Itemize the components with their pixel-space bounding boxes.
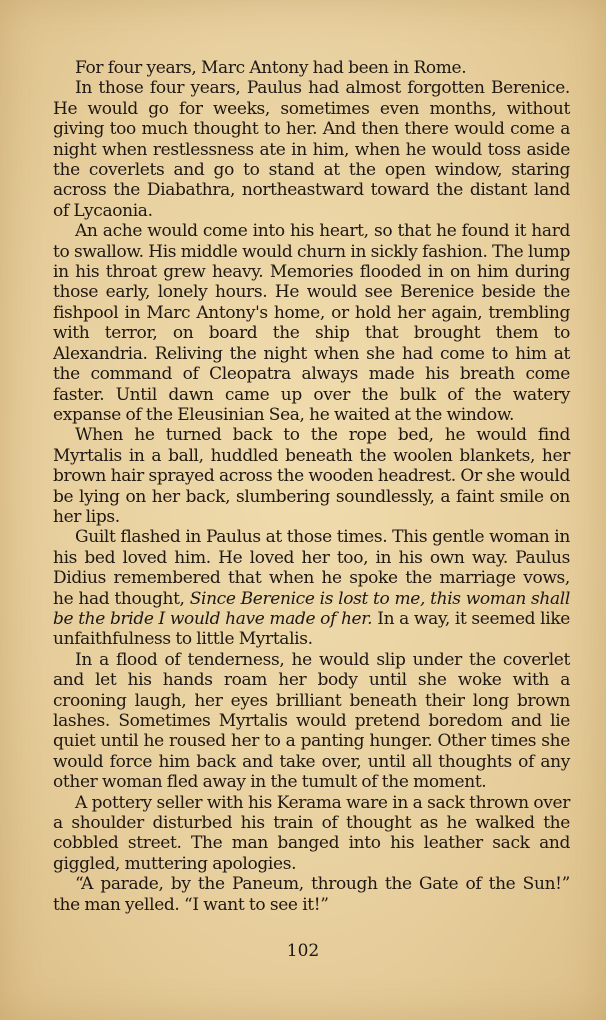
paragraph-2	[53, 78, 570, 221]
paragraph-5	[53, 527, 570, 649]
paragraph-text: In those four years, Paulus had almost forgotten Berenice. He would go for weeks, sometimes even months, without giving too much thought to her. And then there would come a night when restlessness ate in him, when he would toss aside the coverlets and go to stand at the open window, staring across the Diabathra, northeastward toward the distant land of Lycaonia.	[53, 78, 570, 221]
paragraph-1	[53, 58, 570, 78]
paragraph-3	[53, 221, 570, 425]
paragraph-8	[53, 874, 570, 915]
paragraph-7	[53, 793, 570, 875]
paragraph-text: “A parade, by the Paneum, through the Gate of the Sun!” the man yelled. “I want to see it!”	[53, 874, 570, 915]
paragraph-text: For four years, Marc Antony had been in Rome.	[75, 58, 467, 78]
paragraph-6	[53, 650, 570, 793]
paragraph-text: Guilt flashed in Paulus at those times. This gentle woman in his bed loved him. He loved her too, in his own way. Paulus Didius remembered that when he spoke the marriage vows, he had thought,	[53, 527, 570, 609]
body-text	[53, 58, 570, 915]
paragraph-text-after: In a way, it seemed like unfaithfulness to little Myrtalis.	[53, 608, 570, 650]
page-number: 102	[286, 941, 320, 961]
paragraph-text: A pottery seller with his Kerama ware in a sack thrown over a shoulder disturbed his train of thought as he walked the cobbled street. The man banged into his leather sack and giggled, muttering apologies.	[53, 792, 570, 874]
paragraph-text: When he turned back to the rope bed, he would find Myrtalis in a ball, huddled beneath the woolen blankets, her brown hair sprayed across the wooden headrest. Or she would be lying on her back, slumbering soundlessly, a faint smile on her lips.	[53, 425, 570, 527]
paragraph-text: An ache would come into his heart, so that he found it hard to swallow. His middle would churn in sickly fashion. The lump in his throat grew heavy. Memories flooded in on him during those early, lonely hours. He would see Berenice beside the fishpool in Marc Antony's home, or hold her again, trembling with terror, on board the ship that brought them to Alexandria. Reliving the night when she had come to him at the command of Cleopatra always made his breath come faster. Until dawn came up over the bulk of the watery expanse of the Eleusinian Sea, he waited at the window.	[53, 221, 570, 425]
italic-thought: Since Berenice is lost to me, this woman shall be the bride I would have made of her.	[53, 588, 570, 629]
paragraph-4	[53, 425, 570, 527]
paragraph-text: In a flood of tenderness, he would slip under the coverlet and let his hands roam her body until she woke with a crooning laugh, her eyes brilliant beneath their long brown lashes. Sometimes Myrtalis would pretend boredom and lie quiet until he roused her to a panting hunger. Other times she would force him back and take over, until all thoughts of any other woman fled away in the tumult of the moment.	[53, 649, 570, 793]
